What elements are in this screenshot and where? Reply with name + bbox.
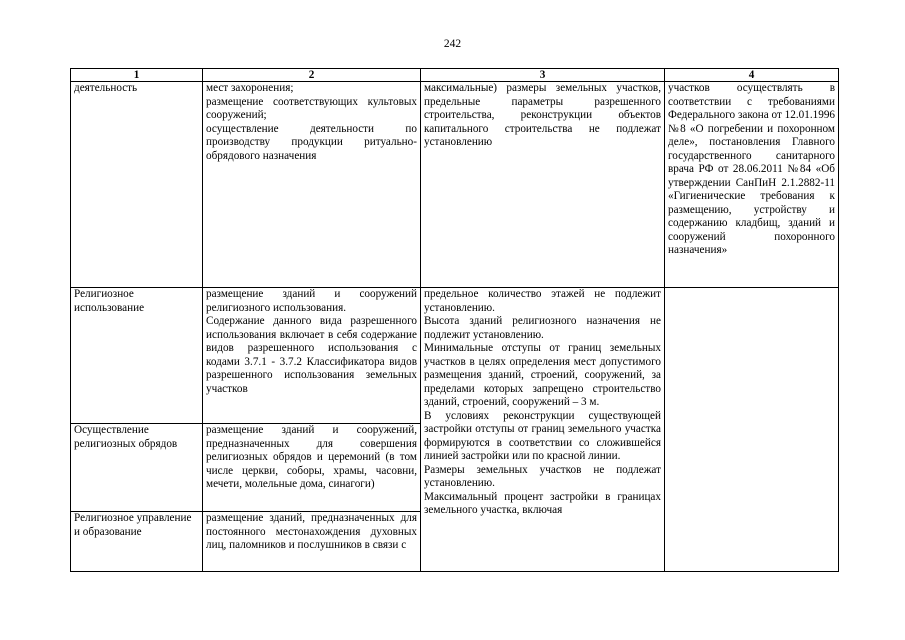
table-row [71, 82, 839, 288]
description-paragraph: осуществление деятельности по производству продукции ритуально-обрядового назначения [206, 122, 417, 162]
description-paragraph: размещение соответствующих культовых сооружений; [206, 95, 417, 121]
use-description-cell: размещение зданий и сооружений, предназначенных для совершения религиозных обрядов и церемоний (в том числе церкви, соборы, храмы, часовни, мечети, молельные дома, синагоги) [203, 424, 421, 512]
use-name-cell: деятельность [71, 82, 203, 288]
column-header-3: 3 [421, 69, 665, 82]
column-header-4: 4 [665, 69, 839, 82]
parameters-paragraph: В условиях реконструкции существующей застройки отступы от границ земельного участка формируются в соответствии со сложившейся линией застройки или по красной линии. [424, 409, 661, 462]
parameters-merged-cell [421, 288, 665, 572]
zoning-table [70, 68, 839, 572]
parameters-paragraph: предельное количество этажей не подлежит установлению. [424, 288, 661, 314]
restrictions-empty-cell [665, 288, 839, 572]
description-paragraph: Содержание данного вида разрешенного использования включает в себя содержание видов разрешенного использования с кодами 3.7.1 - 3.7.2 Классификатора видов разрешенного использования земельных участков [206, 315, 417, 395]
restrictions-cell: участков осуществлять в соответствии с требованиями Федерального закона от 12.01.1996 №8 «О погребении и похоронном деле», постановления Главного государственного санитарного врача РФ от 28.06.2011 №84 «Об утверждении СанПиН 2.1.2882-11 «Гигиенические требования к размещению, устройству и содержанию кладбищ, зданий и сооружений похоронного назначения» [665, 82, 839, 288]
use-description-cell [203, 82, 421, 288]
parameters-paragraph: Высота зданий религиозного назначения не подлежит установлению. [424, 315, 661, 341]
use-description-cell: размещение зданий, предназначенных для постоянного местонахождения духовных лиц, паломников и послушников в связи с [203, 512, 421, 572]
page-number: 242 [443, 38, 462, 50]
description-paragraph: размещение зданий и сооружений религиозного использования. [206, 288, 417, 314]
column-header-2: 2 [203, 69, 421, 82]
table-row [71, 288, 839, 424]
use-name-cell: Осуществление религиозных обрядов [71, 424, 203, 512]
parameters-cell: максимальные) размеры земельных участков, предельные параметры разрешенного строительства, реконструкции объектов капитального строительства не подлежат установлению [421, 82, 665, 288]
column-header-1: 1 [71, 69, 203, 82]
parameters-paragraph: Размеры земельных участков не подлежат установлению. [424, 463, 661, 489]
use-description-cell [203, 288, 421, 424]
parameters-paragraph: Максимальный процент застройки в границах земельного участка, включая [424, 490, 661, 516]
use-name-cell: Религиозное управление и образование [71, 512, 203, 572]
parameters-paragraph: Минимальные отступы от границ земельных участков в целях определения мест допустимого размещения зданий, строений, сооружений, за пределами которых запрещено строительство зданий, строений, сооружений – 3 м. [424, 342, 661, 408]
table-header-row [71, 69, 839, 82]
description-paragraph: мест захоронения; [206, 82, 294, 94]
use-name-cell: Религиозное использование [71, 288, 203, 424]
